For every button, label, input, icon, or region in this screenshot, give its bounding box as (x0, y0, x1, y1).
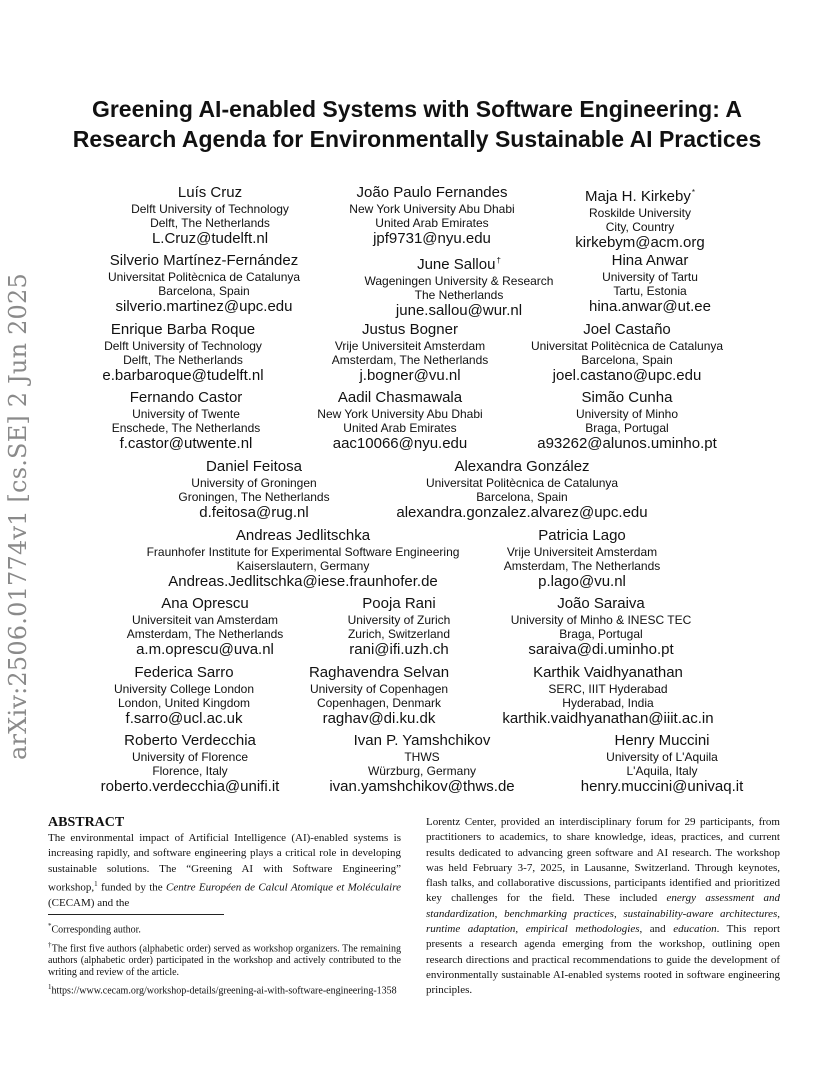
author-name (390, 184, 828, 206)
author-email[interactable]: e.barbaroque@tudelft.nl (102, 367, 264, 384)
author-affiliation: University of Zurich (347, 613, 451, 627)
author-affiliation: Universitat Politècnica de Catalunya (530, 339, 724, 353)
author-email[interactable]: f.sarro@ucl.ac.uk (125, 710, 243, 727)
author-name-text: Henry Muccini (614, 732, 710, 749)
author-email[interactable]: a93262@alunos.uminho.pt (537, 435, 717, 452)
author-location: Groningen, The Netherlands (178, 490, 330, 504)
abstract-heading: ABSTRACT (48, 815, 125, 830)
author-email[interactable]: alexandra.gonzalez.alvarez@upc.edu (396, 504, 648, 521)
author-affiliation: University of Florence (131, 750, 249, 764)
author-name-text: Patricia Lago (538, 527, 626, 544)
abstract-text-emphasis: benchmarking practices (504, 907, 614, 920)
author-affiliation: THWS (404, 750, 440, 764)
abstract-text: The environmental impact of Artificial Intelligence (AI)-enabled systems is increasing rapidly, and software engineering plays a critical role in developing sustainable solutions. The “Greening AI with Software Engineering” workshop, (48, 832, 401, 894)
author-name-text: Daniel Feitosa (206, 458, 302, 475)
author-email[interactable]: j.bogner@vu.nl (359, 367, 461, 384)
author-email[interactable]: jpf9731@nyu.edu (373, 230, 491, 247)
abstract-right-column (426, 815, 780, 999)
footnotes (48, 920, 401, 998)
author-name (358, 664, 828, 682)
author-name-text: João Paulo Fernandes (356, 184, 508, 201)
footnote-text: Corresponding author. (51, 924, 141, 936)
author-block (400, 252, 828, 316)
author-name-text: Roberto Verdecchia (124, 732, 256, 749)
footnote-ref: 1 (94, 879, 98, 888)
author-affiliation: Vrije Universiteit Amsterdam (506, 545, 658, 559)
author-email[interactable]: henry.muccini@univaq.it (580, 778, 744, 795)
abstract-text-emphasis: education (673, 923, 717, 936)
author-name-text: Aadil Chasmawala (337, 389, 463, 406)
title-line-1: Greening AI-enabled Systems with Software Engineering: A (91, 96, 743, 122)
abstract-text: (CECAM) and the (48, 896, 130, 909)
author-name-text: Federica Sarro (134, 664, 234, 681)
abstract-text-emphasis: empirical methodologies (525, 923, 640, 936)
footnote (48, 981, 401, 998)
author-name (272, 458, 772, 476)
author-location: Enschede, The Netherlands (111, 421, 261, 435)
author-name-text: Luís Cruz (177, 184, 243, 201)
abstract-text: funded by the (97, 881, 167, 894)
author-location: Delft, The Netherlands (150, 216, 270, 230)
author-name-text: Simão Cunha (581, 389, 673, 406)
abstract-text: Lorentz Center, provided an interdisciplinary forum for 29 participants, from practitioners to academics, to share knowledge, ideas, practices, and current results dedicated to advancing green software and AI research. The workshop was held February 3-7, 2025, in Lausanne, Switzerland. Through keynotes, flash talks, and collaborative discussions, participants identified and prioritized key challenges for the field. These included (426, 816, 780, 905)
footnote-mark: * (48, 922, 52, 930)
footnote-text: The first five authors (alphabetic order) served as workshop organizers. The remaining authors (alphabetic order) participated in the workshop and actively contributed to the writing and review of the article. (48, 942, 402, 979)
author-name-text: Maja H. Kirkeby (585, 188, 691, 205)
author-name-text: Karthik Vaidhyanathan (533, 664, 683, 681)
author-name-text: Justus Bogner (362, 321, 458, 338)
author-email[interactable]: roberto.verdecchia@unifi.it (100, 778, 280, 795)
author-affiliation: Vrije Universiteit Amsterdam (334, 339, 486, 353)
author-name-text: June Sallou (417, 256, 496, 273)
author-block (377, 389, 828, 453)
author-name-text: Joel Castaño (583, 321, 671, 338)
author-email[interactable]: p.lago@vu.nl (538, 573, 626, 590)
abstract-text: , and (639, 923, 674, 936)
author-block (358, 664, 828, 728)
author-name (351, 595, 828, 613)
author-email[interactable]: joel.castano@upc.edu (552, 367, 702, 384)
author-affiliation: University of Groningen (191, 476, 317, 490)
author-location: City, Country (605, 220, 675, 234)
author-name-text: Enrique Barba Roque (110, 321, 256, 338)
author-email[interactable]: saraiva@di.uminho.pt (528, 641, 674, 658)
author-location: L'Aquila, Italy (626, 764, 698, 778)
author-affiliation: University of Minho & INESC TEC (510, 613, 692, 627)
author-location: Amsterdam, The Netherlands (126, 627, 284, 641)
author-affiliation: SERC, IIIT Hyderabad (548, 682, 668, 696)
author-name (400, 252, 828, 270)
author-name-text: João Saraiva (557, 595, 645, 612)
author-block (377, 321, 828, 385)
author-location: Amsterdam, The Netherlands (503, 559, 661, 573)
abstract-text: , (515, 923, 526, 936)
abstract-text: , (613, 907, 624, 920)
author-affiliation: Wageningen University & Research (364, 274, 554, 288)
author-email[interactable]: d.feitosa@rug.nl (199, 504, 309, 521)
abstract-text-emphasis: Centre Européen de Calcul Atomique et Moléculaire (166, 881, 401, 894)
author-affiliation: Universitat Politècnica de Catalunya (107, 270, 301, 284)
author-location: United Arab Emirates (375, 216, 489, 230)
author-name-text: Fernando Castor (129, 389, 243, 406)
author-email[interactable]: f.castor@utwente.nl (119, 435, 253, 452)
author-name (377, 321, 828, 339)
footnote-rule (48, 914, 224, 915)
author-affiliation: Delft University of Technology (104, 339, 262, 353)
author-location: The Netherlands (414, 288, 504, 302)
abstract-text-emphasis: sustainability-aware architectures (623, 907, 778, 920)
author-location: Kaiserslautern, Germany (236, 559, 370, 573)
abstract-text: , (494, 907, 505, 920)
author-email[interactable]: raghav@di.ku.dk (322, 710, 436, 727)
title-line-2: Research Agenda for Environmentally Sustainable AI Practices (72, 126, 762, 152)
author-email[interactable]: ivan.yamshchikov@thws.de (329, 778, 515, 795)
abstract-text: , (777, 907, 780, 920)
abstract-text-emphasis: runtime adaptation (426, 923, 516, 936)
author-email[interactable]: june.sallou@wur.nl (395, 302, 523, 319)
author-affiliation: University of Copenhagen (309, 682, 449, 696)
author-location: United Arab Emirates (343, 421, 457, 435)
author-location: Hyderabad, India (562, 696, 654, 710)
author-email[interactable]: a.m.oprescu@uva.nl (136, 641, 274, 658)
abstract-text-emphasis: energy assessment and standardization (426, 892, 780, 920)
author-affiliation: University of Tartu (602, 270, 698, 284)
author-name (377, 389, 828, 407)
author-location: Delft, The Netherlands (123, 353, 243, 367)
author-name-text: Hina Anwar (611, 252, 689, 269)
author-affiliation: Fraunhofer Institute for Experimental Software Engineering (146, 545, 460, 559)
footnote (48, 939, 401, 980)
author-email[interactable]: Andreas.Jedlitschka@iese.fraunhofer.de (168, 573, 438, 590)
author-location: Braga, Portugal (559, 627, 643, 641)
author-name-text: Silverio Martínez-Fernández (109, 252, 299, 269)
author-block (272, 458, 772, 522)
author-affiliation: Universitat Politècnica de Catalunya (425, 476, 619, 490)
author-mark: † (496, 256, 501, 265)
author-location: Copenhagen, Denmark (316, 696, 442, 710)
author-location: Barcelona, Spain (158, 284, 250, 298)
paper-title (50, 94, 784, 154)
author-email[interactable]: rani@ifi.uzh.ch (349, 641, 449, 658)
author-affiliation: Universiteit van Amsterdam (131, 613, 279, 627)
author-name-text: Ivan P. Yamshchikov (353, 732, 491, 749)
author-affiliation: New York University Abu Dhabi (349, 202, 515, 216)
author-name-text: Ana Oprescu (161, 595, 249, 612)
author-email[interactable]: hina.anwar@ut.ee (589, 298, 711, 315)
author-affiliation: University College London (113, 682, 255, 696)
footnote-mark: † (48, 940, 52, 949)
abstract-text: . This report presents a research agenda emerging from the workshop, outlining open research directions and practical recommendations to guide the development of environmentally sustainable AI-enabled systems rooted in software engineering principles. (426, 923, 781, 997)
author-name (332, 527, 828, 545)
author-affiliation: Roskilde University (588, 206, 692, 220)
author-mark: * (691, 188, 695, 197)
author-block (332, 527, 828, 591)
author-location: Amsterdam, The Netherlands (331, 353, 489, 367)
author-location: Würzburg, Germany (367, 764, 477, 778)
author-block (412, 732, 828, 796)
author-block (351, 595, 828, 659)
author-name (412, 732, 828, 750)
author-location: Zurich, Switzerland (347, 627, 451, 641)
author-affiliation: Delft University of Technology (131, 202, 289, 216)
author-email[interactable]: karthik.vaidhyanathan@iiit.ac.in (502, 710, 714, 727)
author-name-text: Raghavendra Selvan (308, 664, 450, 681)
author-affiliation: New York University Abu Dhabi (317, 407, 483, 421)
author-email[interactable]: aac10066@nyu.edu (332, 435, 468, 452)
author-location: Tartu, Estonia (613, 284, 687, 298)
author-location: Barcelona, Spain (476, 490, 568, 504)
author-name-text: Alexandra González (454, 458, 590, 475)
author-name-text: Pooja Rani (362, 595, 436, 612)
footnote (48, 920, 401, 937)
author-block (390, 184, 828, 252)
author-affiliation: University of Twente (132, 407, 240, 421)
author-email[interactable]: kirkebym@acm.org (575, 234, 705, 251)
author-location: Braga, Portugal (585, 421, 669, 435)
author-affiliation: University of Minho (575, 407, 679, 421)
author-name-text: Andreas Jedlitschka (235, 527, 371, 544)
author-location: Barcelona, Spain (581, 353, 673, 367)
author-affiliation: University of L'Aquila (606, 750, 718, 764)
author-location: London, United Kingdom (117, 696, 251, 710)
author-email[interactable]: L.Cruz@tudelft.nl (151, 230, 269, 247)
footnote-mark: 1 (48, 983, 52, 992)
author-email[interactable]: silverio.martinez@upc.edu (115, 298, 293, 315)
author-location: Florence, Italy (152, 764, 228, 778)
footnote-url-link[interactable]: https://www.cecam.org/workshop-details/greening-ai-with-software-engineering-1358 (51, 985, 397, 997)
arxiv-identifier: arXiv:2506.01774v1 [cs.SE] 2 Jun 2025 (4, 273, 32, 760)
abstract-left-column (48, 831, 401, 911)
